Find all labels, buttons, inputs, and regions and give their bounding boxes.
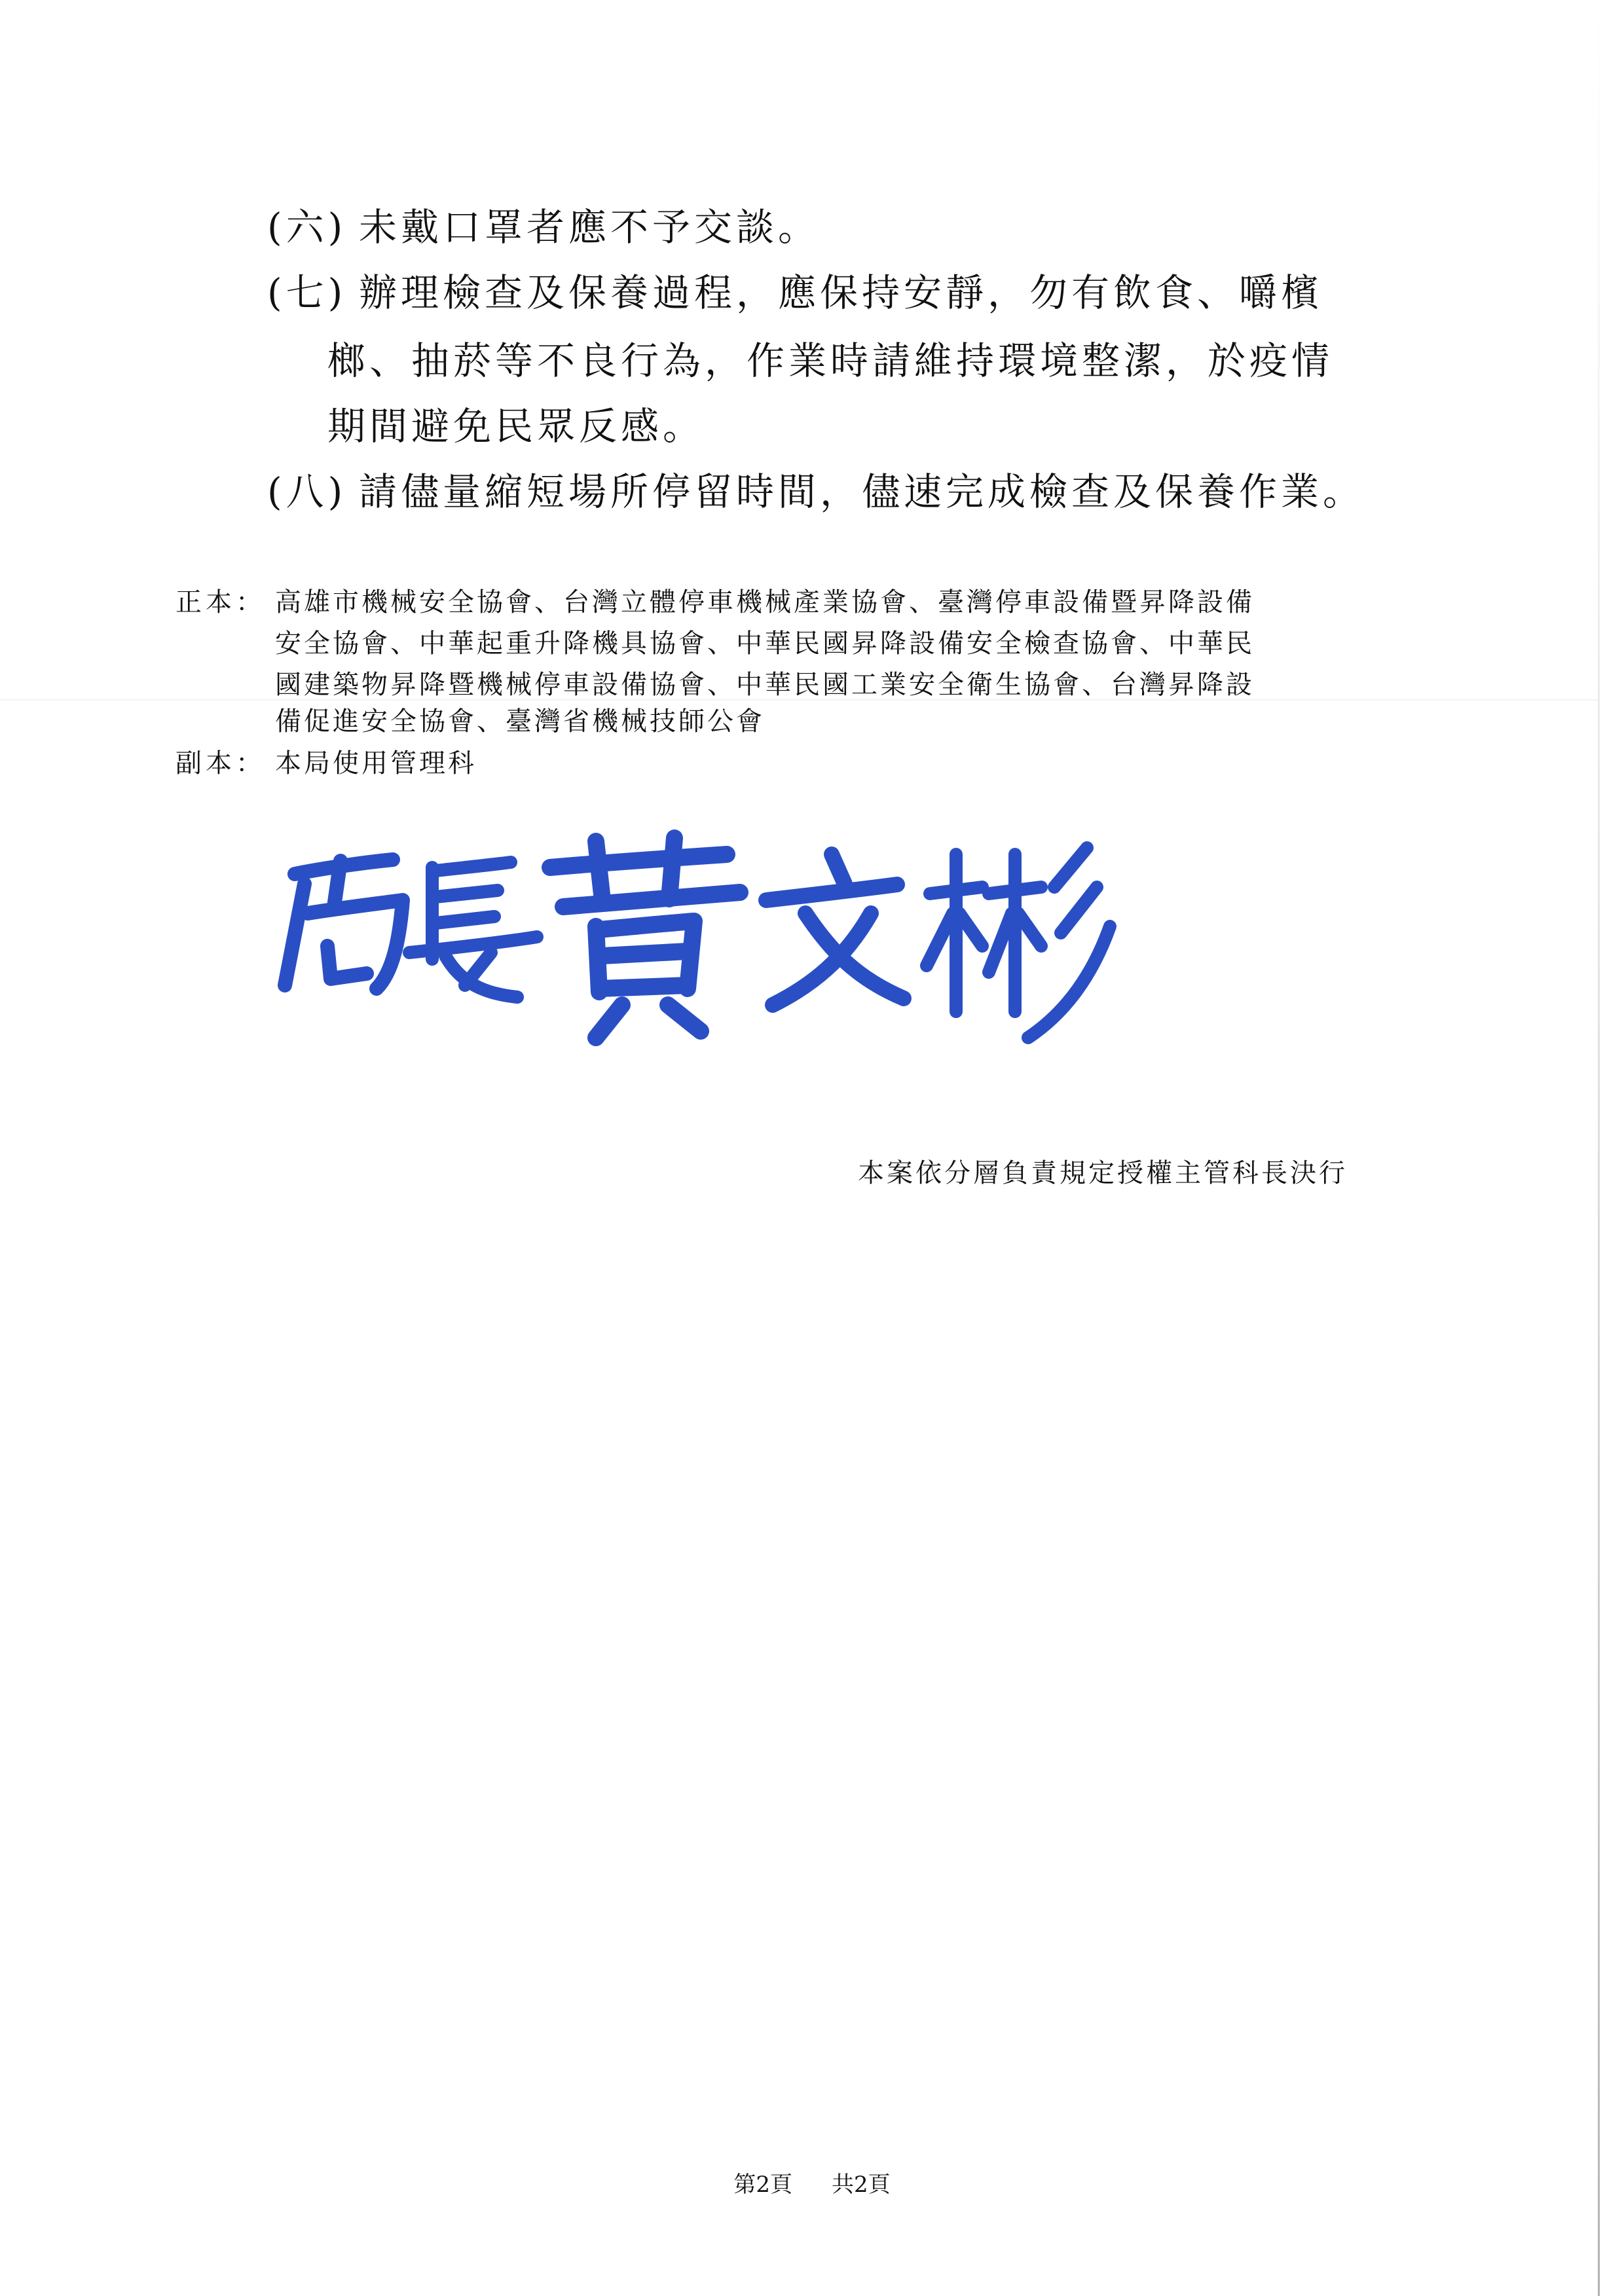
list-item-7-continuation: 期間避免民眾反感。 xyxy=(327,404,705,448)
main-recipients-line: 備促進安全協會、臺灣省機械技師公會 xyxy=(275,706,765,737)
list-marker: (八) xyxy=(267,469,347,514)
list-item-text: 未戴口罩者應不予交談。 xyxy=(359,205,821,249)
main-recipients-line: 國建築物昇降暨機械停車設備協會、中華民國工業安全衛生協會、台灣昇降設 xyxy=(275,670,1255,700)
page-total: 共2頁 xyxy=(832,2172,891,2198)
list-marker: (七) xyxy=(267,270,347,315)
scan-edge-shadow xyxy=(1598,0,1600,2296)
signature-image xyxy=(268,822,1146,1057)
director-signature-stamp xyxy=(268,822,1146,1057)
list-item-6 xyxy=(267,205,821,249)
list-marker: (六) xyxy=(267,205,347,249)
main-recipients-line: 安全協會、中華起重升降機具協會、中華民國昇降設備安全檢查協會、中華民 xyxy=(275,629,1255,659)
list-item-7 xyxy=(267,270,1323,315)
page-number: 第2頁 xyxy=(733,2172,792,2198)
list-item-text: 辦理檢查及保養過程，應保持安靜，勿有飲食、嚼檳 xyxy=(359,270,1323,315)
copy-recipients-line: 本局使用管理科 xyxy=(275,748,477,778)
authorization-note: 本案依分層負責規定授權主管科長決行 xyxy=(858,1158,1348,1188)
main-recipients-label: 正本： xyxy=(175,587,266,617)
list-item-7-continuation: 榔、抽菸等不良行為，作業時請維持環境整潔，於疫情 xyxy=(327,338,1334,383)
page-footer xyxy=(0,2174,1624,2196)
list-item-text: 請儘量縮短場所停留時間，儘速完成檢查及保養作業。 xyxy=(359,469,1365,514)
list-item-8 xyxy=(267,469,1365,514)
copy-recipients-label: 副本： xyxy=(175,748,266,778)
main-recipients-line: 高雄市機械安全協會、台灣立體停車機械產業協會、臺灣停車設備暨昇降設備 xyxy=(275,587,1255,617)
